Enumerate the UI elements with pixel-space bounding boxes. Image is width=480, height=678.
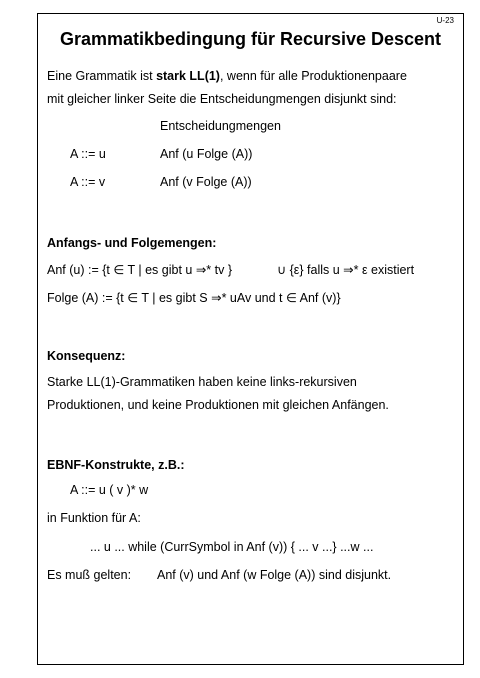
table-header: Entscheidungmengen (160, 119, 281, 133)
folge-definition: Folge (A) := {t ∈ T | es gibt S ⇒* uAv und t ∈ Anf (v)} (47, 291, 341, 305)
must-label: Es muß gelten: (47, 568, 132, 582)
intro-line-2: mit gleicher linker Seite die Entscheidungmengen disjunkt sind: (47, 92, 397, 106)
function-label: in Funktion für A: (47, 511, 141, 525)
must-text: Anf (v) und Anf (w Folge (A)) sind disjunkt. (157, 568, 392, 582)
anf-definition: Anf (u) := {t ∈ T | es gibt u ⇒* tv } (47, 263, 232, 277)
table-row-2-set: Anf (v Folge (A)) (160, 175, 252, 189)
intro-pre: Eine Grammatik ist (47, 69, 157, 83)
intro-post: , wenn für alle Produktionenpaare (219, 69, 407, 83)
consequence-line-1: Starke LL(1)-Grammatiken haben keine links-rekursiven (47, 375, 357, 389)
table-row-1-prod: A ::= u (70, 147, 106, 161)
section-heading-sets: Anfangs- und Folgemengen: (47, 236, 217, 250)
page-number: U-23 (436, 16, 454, 25)
function-code: ... u ... while (CurrSymbol in Anf (v)) { ... v ...} ...w ... (90, 540, 374, 554)
page-title: Grammatikbedingung für Recursive Descent (59, 29, 442, 49)
intro-bold: stark LL(1) (156, 69, 220, 83)
table-row-1-set: Anf (u Folge (A)) (160, 147, 253, 161)
intro-line-1 (47, 69, 407, 83)
anf-epsilon-clause: ∪ {ε} falls u ⇒* ε existiert (277, 263, 415, 277)
consequence-line-2: Produktionen, und keine Produktionen mit gleichen Anfängen. (47, 398, 389, 412)
section-heading-consequence: Konsequenz: (47, 349, 126, 363)
slide-frame (37, 13, 464, 665)
section-heading-ebnf: EBNF-Konstrukte, z.B.: (47, 458, 185, 472)
ebnf-rule: A ::= u ( v )* w (70, 483, 149, 497)
table-row-2-prod: A ::= v (70, 175, 106, 189)
